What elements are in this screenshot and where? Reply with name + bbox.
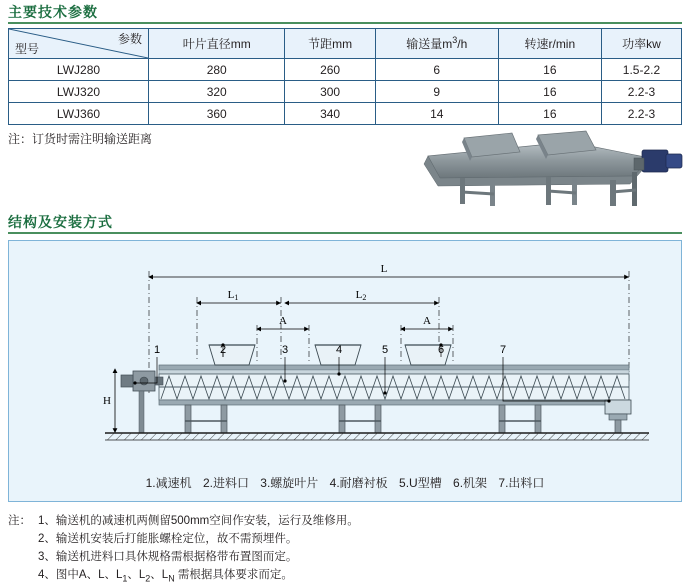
note-indent-4 xyxy=(8,566,38,587)
note-item-1: 1、输送机的减速机两侧留500mm空间作安装，运行及维修用。 xyxy=(38,515,359,527)
dim-label-a-left: A xyxy=(279,315,287,327)
cell-model: LWJ280 xyxy=(9,59,149,81)
inlet-hopper xyxy=(209,345,255,365)
header-speed: 转速r/min xyxy=(498,29,601,59)
legend-item-7: 7.出料口 xyxy=(498,476,545,490)
note4-mid1: 、L xyxy=(127,569,146,581)
table-corner-cell xyxy=(9,29,149,59)
callout-4: 4 xyxy=(335,344,343,356)
cell-power: 2.2-3 xyxy=(601,81,681,103)
table-row xyxy=(9,103,682,125)
page-title-structure: 结构及安装方式 xyxy=(8,214,113,230)
cell-model: LWJ360 xyxy=(9,103,149,125)
cell-blade-diameter: 320 xyxy=(149,81,285,103)
cell-speed: 16 xyxy=(498,103,601,125)
note-item-3: 3、输送机进料口具休规格需根据格带布置图而定。 xyxy=(38,551,298,563)
corner-param-label: 参数 xyxy=(117,32,142,46)
dim-label-h: H xyxy=(103,395,111,407)
title-divider-2 xyxy=(8,232,682,234)
footer-notes xyxy=(8,512,682,587)
callout-1: 1 xyxy=(153,344,161,356)
title-divider-1 xyxy=(8,22,682,24)
structure-diagram xyxy=(9,241,681,501)
dim-label-l1: L1 xyxy=(227,289,239,302)
header-pitch: 节距mm xyxy=(285,29,375,59)
table-row xyxy=(9,59,682,81)
note4-tail: 需根据具体要求而定。 xyxy=(174,569,293,581)
dim-label-a-right: A xyxy=(423,315,431,327)
cell-blade-diameter: 360 xyxy=(149,103,285,125)
legend-item-4: 4.耐磨衬板 xyxy=(329,476,388,490)
spec-table xyxy=(8,28,682,125)
legend-item-6: 6.机架 xyxy=(453,476,488,490)
page-title-specs: 主要技术参数 xyxy=(8,4,98,20)
cell-pitch: 260 xyxy=(285,59,375,81)
note-indent-3 xyxy=(8,548,38,566)
cell-power: 2.2-3 xyxy=(601,103,681,125)
notes-prefix: 注： xyxy=(8,515,31,527)
cell-pitch: 340 xyxy=(285,103,375,125)
legend-item-5: 5.U型槽 xyxy=(399,476,442,490)
note-item-4 xyxy=(38,566,293,587)
header-capacity xyxy=(375,29,498,59)
header-capacity-sup: 3 xyxy=(452,35,458,45)
note-row-2 xyxy=(8,530,682,548)
callout-6: 6 xyxy=(437,344,445,356)
note-row-4 xyxy=(8,566,682,587)
cell-speed: 16 xyxy=(498,59,601,81)
callout-7: 7 xyxy=(499,344,507,356)
spec-table-note: 注：订货时需注明输送距离 xyxy=(8,132,153,146)
legend-item-2: 2.进料口 xyxy=(202,476,249,490)
product-photo xyxy=(420,128,686,210)
note-row-3 xyxy=(8,548,682,566)
callout-2: 2 xyxy=(219,344,227,356)
dim-label-total: L xyxy=(380,263,388,275)
dim-label-l2: L2 xyxy=(355,289,367,302)
inlet-hopper xyxy=(405,345,451,365)
note4-mid2: 、L xyxy=(150,569,169,581)
note-row-1 xyxy=(8,512,682,530)
legend-item-3: 3.螺旋叶片 xyxy=(260,476,319,490)
corner-model-label: 型号 xyxy=(15,42,40,56)
structure-diagram-panel xyxy=(8,240,682,502)
note4-sub2: 2 xyxy=(145,573,151,584)
note4-sub3: N xyxy=(168,573,175,584)
cell-capacity: 6 xyxy=(375,59,498,81)
callout-3: 3 xyxy=(281,344,289,356)
header-capacity-base: 输送量m xyxy=(406,37,453,51)
legend-item-1: 1.减速机 xyxy=(145,476,192,490)
diagram-legend xyxy=(0,474,690,491)
note4-sub1: 1 xyxy=(122,573,128,584)
note-indent-2 xyxy=(8,530,38,548)
table-header-row xyxy=(9,29,682,59)
cell-speed: 16 xyxy=(498,81,601,103)
cell-pitch: 300 xyxy=(285,81,375,103)
cell-power: 1.5-2.2 xyxy=(601,59,681,81)
callout-5: 5 xyxy=(381,344,389,356)
cell-blade-diameter: 280 xyxy=(149,59,285,81)
cell-model: LWJ320 xyxy=(9,81,149,103)
header-capacity-tail: /h xyxy=(457,37,468,51)
cell-capacity: 14 xyxy=(375,103,498,125)
note-item-2: 2、输送机安装后打能胀螺栓定位，故不需预埋件。 xyxy=(38,533,298,545)
table-row xyxy=(9,81,682,103)
cell-capacity: 9 xyxy=(375,81,498,103)
header-power: 功率kw xyxy=(601,29,681,59)
note4-head: 4、图中A、L、L xyxy=(38,569,123,581)
header-blade-diameter: 叶片直径mm xyxy=(149,29,285,59)
